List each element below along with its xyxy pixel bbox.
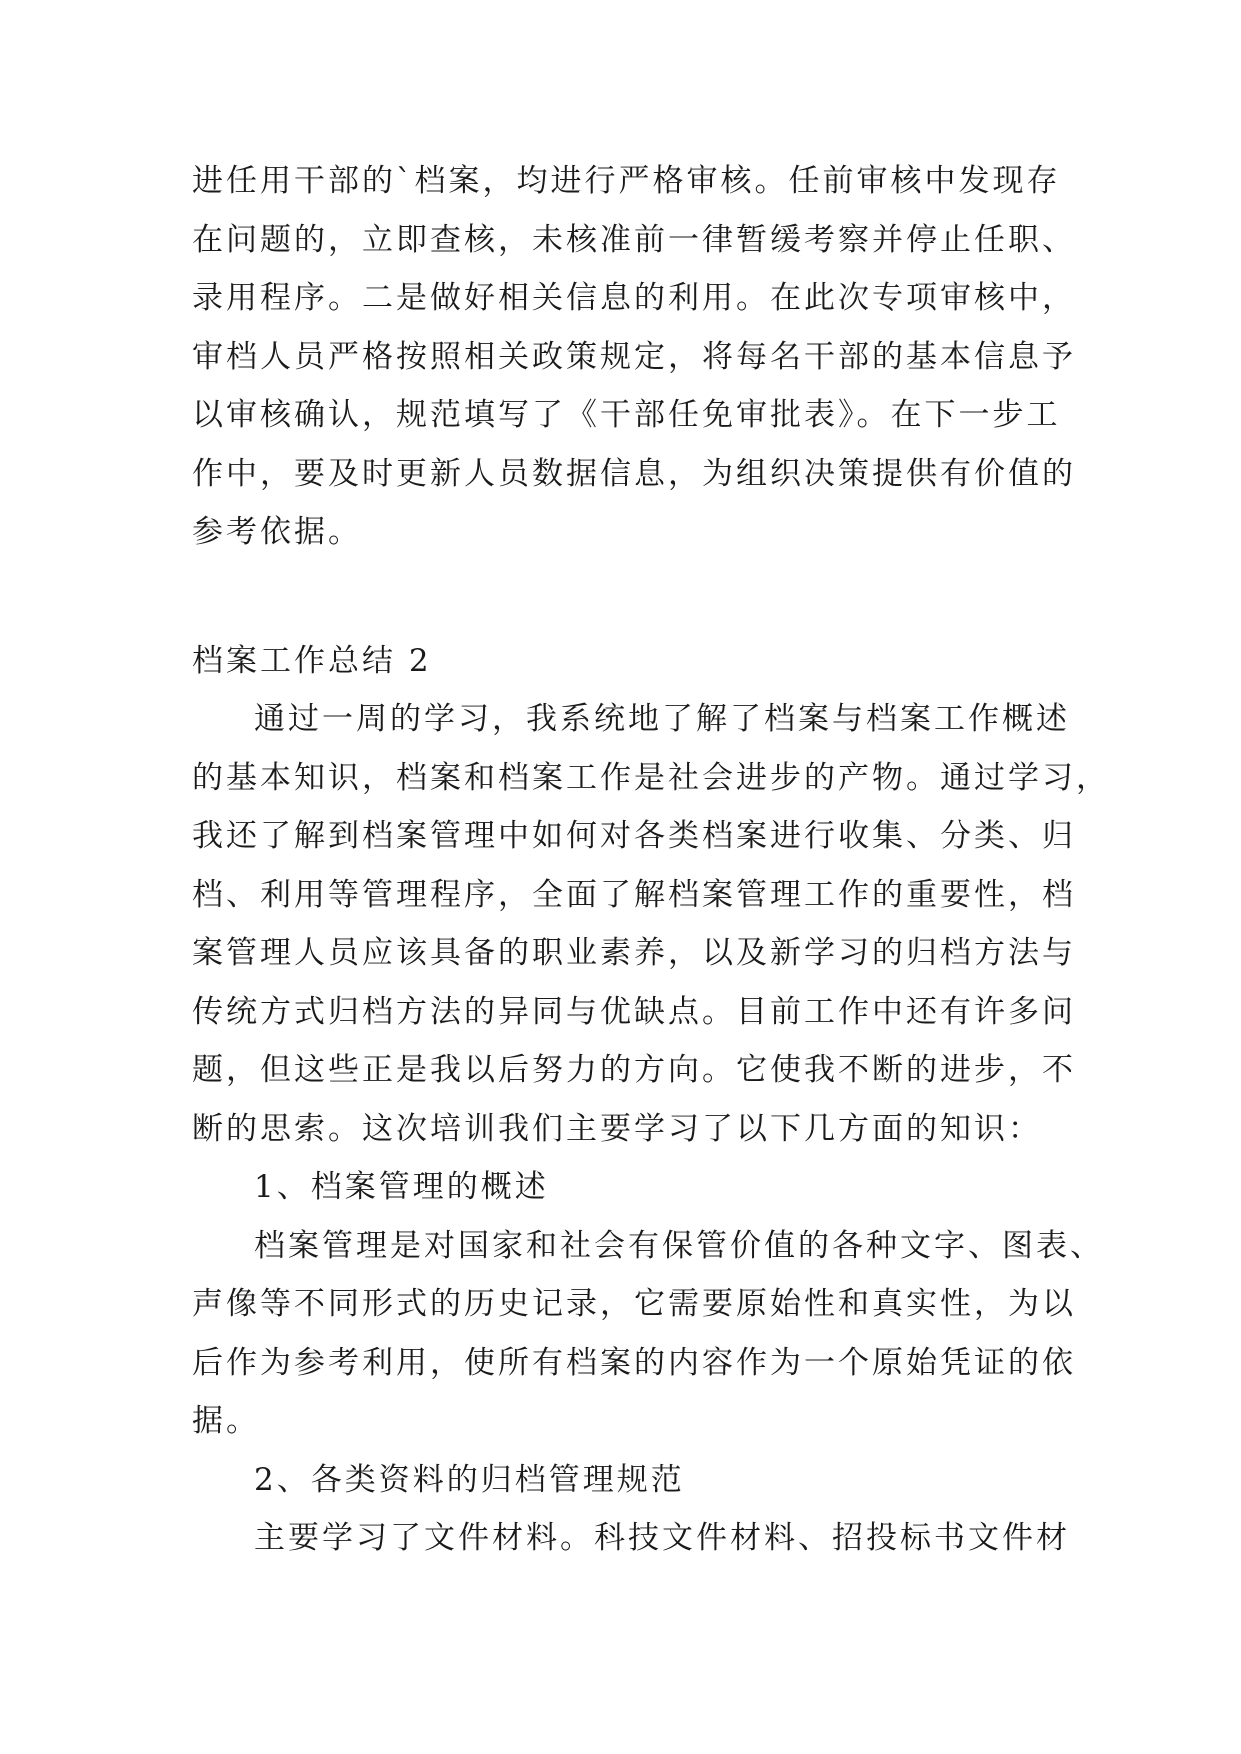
text-line: 声像等不同形式的历史记录，它需要原始性和真实性，为以 — [192, 1286, 1076, 1322]
text-line: 我还了解到档案管理中如何对各类档案进行收集、分类、归 — [192, 818, 1076, 854]
text-line: 传统方式归档方法的异同与优缺点。目前工作中还有许多问 — [192, 993, 1076, 1030]
text-line: 审档人员严格按照相关政策规定，将每名干部的基本信息予 — [192, 338, 1076, 375]
intro-paragraph — [192, 690, 1110, 1158]
paragraph-1 — [192, 1217, 1104, 1451]
text-line: 档、利用等管理程序，全面了解档案管理工作的重要性，档 — [192, 876, 1076, 913]
text-line: 进任用干部的`档案，均进行严格审核。任前审核中发现存 — [192, 163, 1061, 199]
text-line: 的基本知识，档案和档案工作是社会进步的产物。通过学习， — [192, 759, 1110, 796]
text-line: 录用程序。二是做好相关信息的利用。在此次专项审核中， — [192, 280, 1076, 316]
text-line: 后作为参考利用，使所有档案的内容作为一个原始凭证的依 — [192, 1344, 1076, 1381]
text-line: 通过一周的学习，我系统地了解了档案与档案工作概述 — [254, 701, 1070, 737]
paragraph-2 — [192, 1509, 1072, 1568]
text-line: 作中，要及时更新人员数据信息，为组织决策提供有价值的 — [192, 455, 1076, 492]
subheading-2: 2、各类资料的归档管理规范 — [254, 1461, 685, 1498]
text-line: 案管理人员应该具备的职业素养，以及新学习的归档方法与 — [192, 935, 1076, 971]
text-line: 以审核确认，规范填写了《干部任免审批表》。在下一步工 — [192, 397, 1061, 433]
subheading-1: 1、档案管理的概述 — [254, 1169, 549, 1205]
text-line: 据。 — [192, 1403, 260, 1439]
continuation-paragraph — [192, 152, 1076, 562]
text-line: 题，但这些正是我以后努力的方向。它使我不断的进步，不 — [192, 1052, 1076, 1088]
section-title: 档案工作总结 2 — [192, 642, 432, 679]
section-gap — [192, 562, 1072, 632]
text-line: 参考依据。 — [192, 514, 362, 550]
document-page — [192, 152, 1110, 1568]
text-line: 在问题的，立即查核，未核准前一律暂缓考察并停止任职、 — [192, 221, 1076, 258]
text-line: 主要学习了文件材料。科技文件材料、招投标书文件材 — [254, 1520, 1070, 1556]
text-line: 档案管理是对国家和社会有保管价值的各种文字、图表、 — [254, 1227, 1104, 1264]
text-line: 断的思索。这次培训我们主要学习了以下几方面的知识： — [192, 1110, 1042, 1147]
